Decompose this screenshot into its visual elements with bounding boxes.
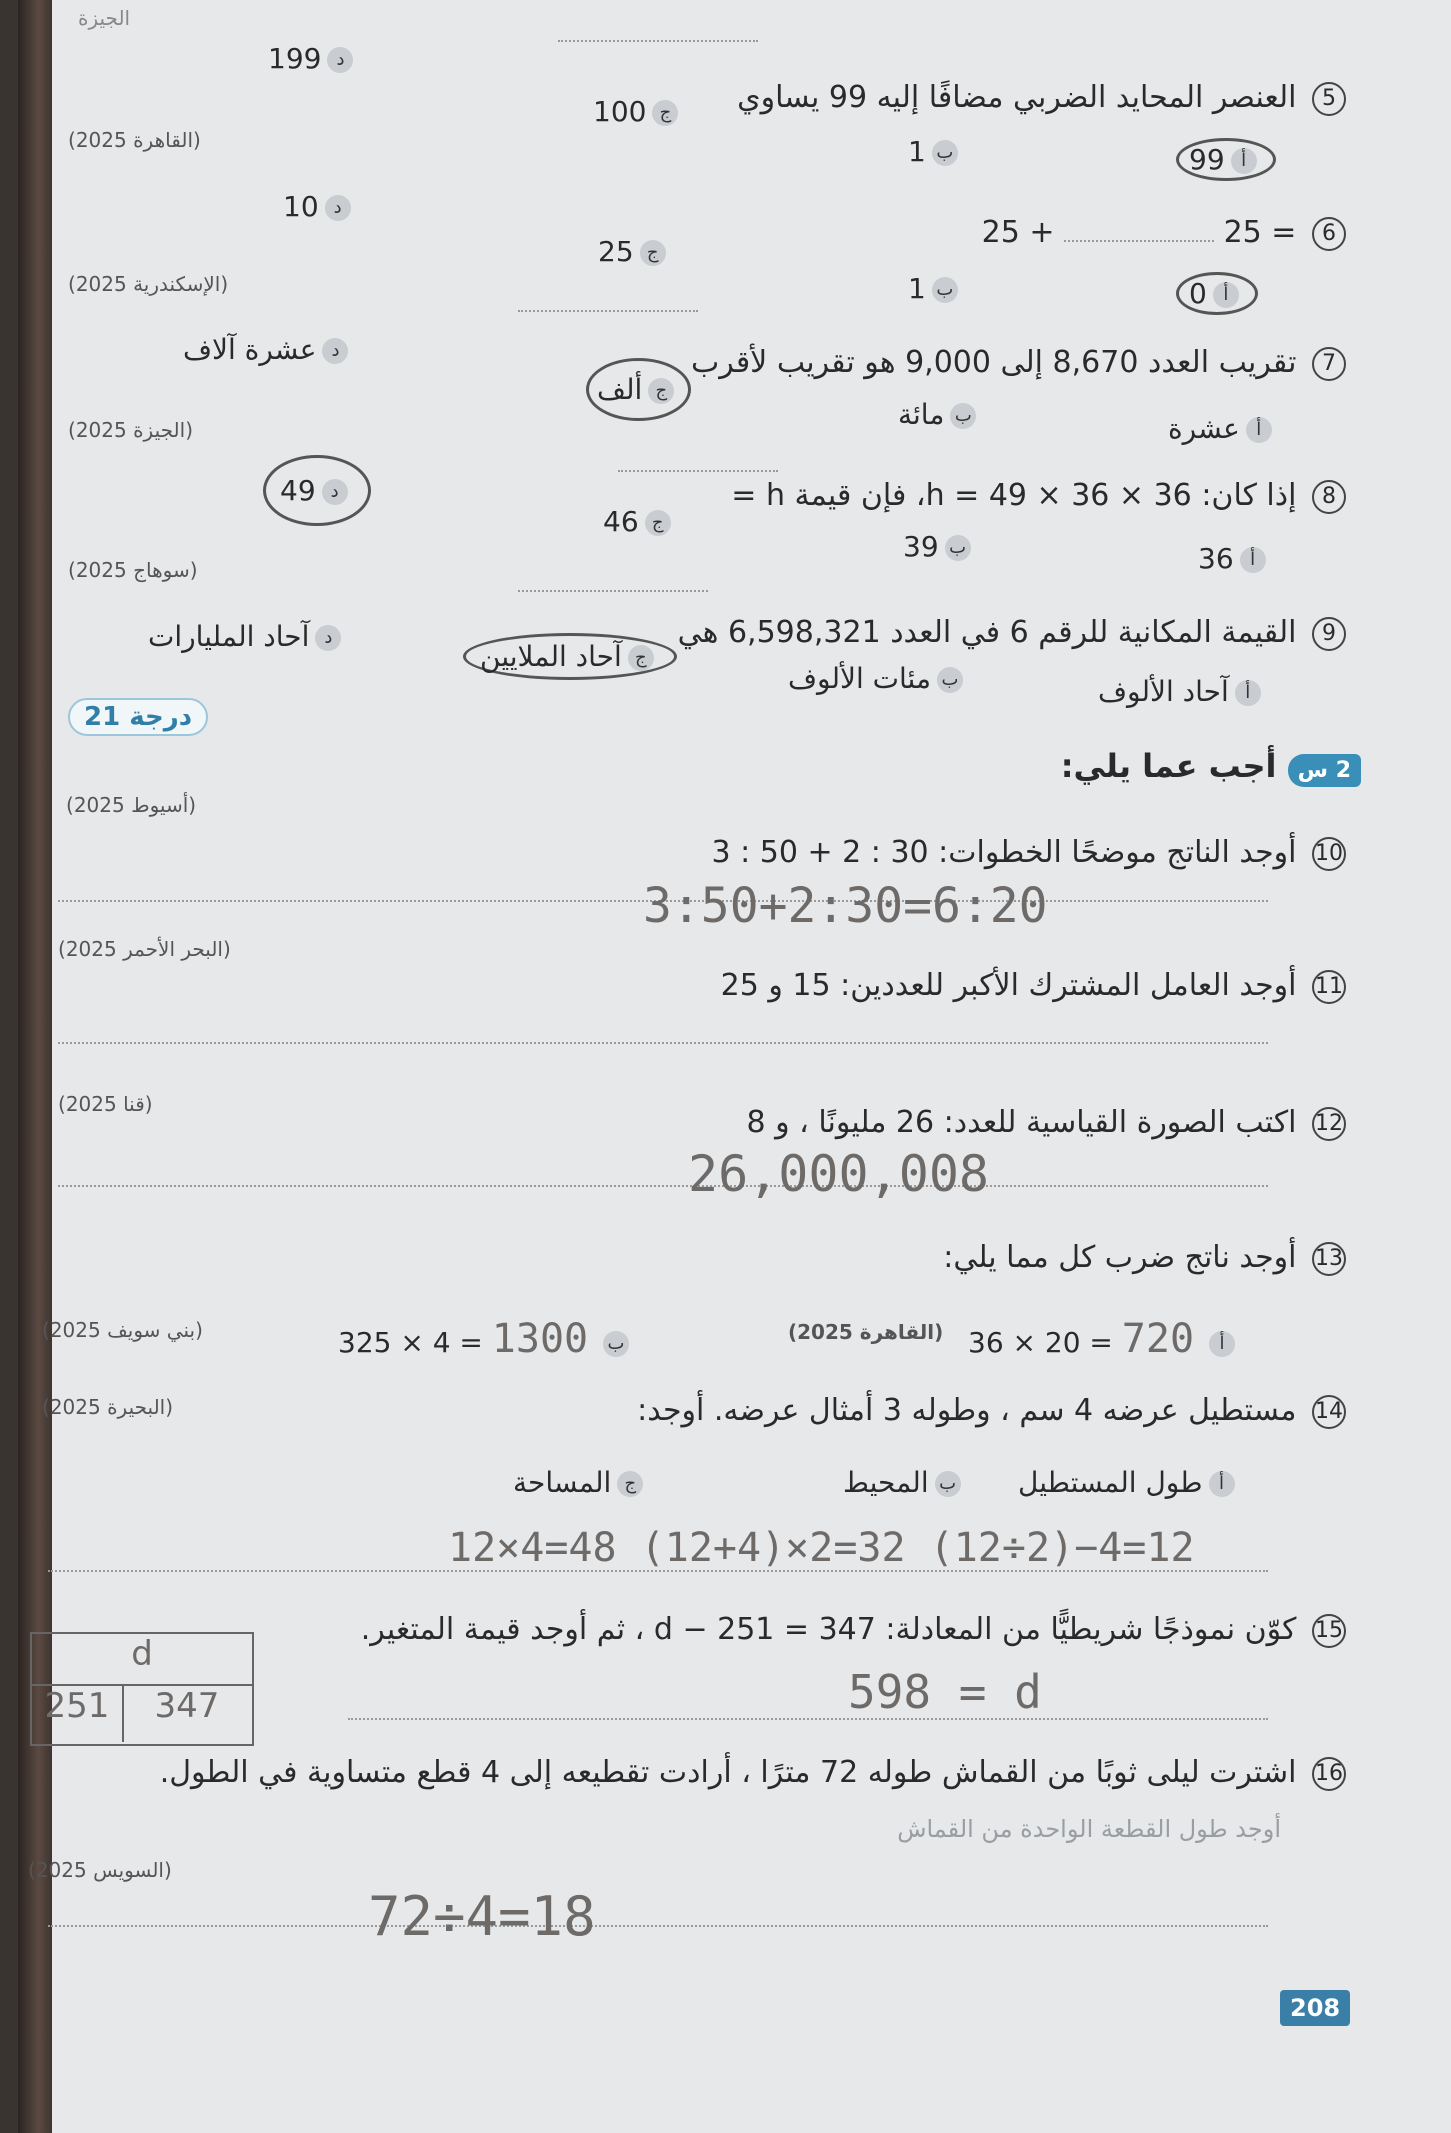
section-heading — [1061, 747, 1361, 785]
handwritten-answer-q15: 598 = d — [848, 1665, 1042, 1719]
question-16-sub: أوجد طول القطعة الواحدة من القماش — [897, 1815, 1281, 1843]
bar-model-left: 251 — [32, 1686, 124, 1742]
answer-line-q7 — [518, 310, 698, 312]
bar-model — [30, 1632, 254, 1746]
question-15: 15 كوّن نموذجًا شريطيًّا من المعادلة: d − 251 = 347 ، ثم أوجد قيمة المتغير. — [361, 1612, 1346, 1648]
answer-line-q8 — [618, 470, 778, 472]
part-b-q13: 325 × 4 = 1300 ب — [338, 1316, 635, 1362]
option-c-q9-circled[interactable]: آحاد الملايين ج — [463, 633, 677, 680]
part-a-q14: طول المستطيل أ — [1018, 1466, 1241, 1499]
source-q14: (البحيرة 2025) — [42, 1395, 174, 1419]
source-q11: (البحر الأحمر 2025) — [58, 937, 231, 961]
handwritten-answer-q14: 12×4=48 (12+4)×2=32 (12÷2)−4=12 — [448, 1525, 1195, 1571]
equation-right: + 25 — [981, 215, 1055, 250]
question-number: 5 — [1312, 82, 1346, 116]
question-5 — [737, 80, 1346, 116]
source-q12: (قنا 2025) — [58, 1092, 153, 1116]
question-16: 16 اشترت ليلى ثوبًا من القماش طوله 72 مترًا ، أرادت تقطيعه إلى 4 قطع متساوية في الطول. — [160, 1755, 1346, 1791]
question-13: 13 أوجد ناتج ضرب كل مما يلي: — [943, 1240, 1346, 1276]
option-d-q5[interactable]: 199 د — [268, 42, 359, 75]
answer-line-q5 — [558, 40, 758, 42]
option-a-q5-circled[interactable]: 99 أ — [1176, 138, 1276, 181]
option-c-q5[interactable]: 100 ج — [593, 95, 684, 128]
option-d-q8-circled[interactable]: 49 د — [263, 455, 371, 526]
question-14: 14 مستطيل عرضه 4 سم ، وطوله 3 أمثال عرضه. أوجد: — [637, 1393, 1346, 1429]
option-b-q8[interactable]: 39 ب — [903, 530, 977, 563]
worksheet-page — [18, 0, 1451, 2133]
handwritten-answer-q10: 3:50+2:30=6:20 — [643, 878, 1048, 934]
question-11: 11 أوجد العامل المشترك الأكبر للعددين: 15 و 25 — [721, 968, 1346, 1004]
question-9: 9 القيمة المكانية للرقم 6 في العدد 6,598,321 هي — [678, 615, 1346, 651]
book-binding — [18, 0, 52, 2133]
source-q7: (الجيزة 2025) — [68, 418, 193, 442]
option-b-q9[interactable]: مئات الألوف ب — [788, 662, 969, 695]
option-a-q9[interactable]: آحاد الألوف أ — [1098, 675, 1267, 708]
section-title: أجب عما يلي: — [1060, 747, 1277, 785]
handwritten-answer-q12: 26,000,008 — [688, 1145, 990, 1203]
question-7: 7 تقريب العدد 8,670 إلى 9,000 هو تقريب لأقرب — [691, 345, 1346, 381]
option-c-q8[interactable]: 46 ج — [603, 505, 677, 538]
option-a-q7[interactable]: عشرة أ — [1168, 412, 1278, 445]
source-q16: (السويس 2025) — [28, 1858, 172, 1882]
option-b-q6[interactable]: 1 ب — [908, 272, 964, 305]
option-c-q6[interactable]: 25 ج — [598, 235, 672, 268]
option-c-q7-circled[interactable]: ألف ج — [586, 358, 691, 421]
question-8: 8 إذا كان: 36 × h = 49 × 36، فإن قيمة h = — [731, 478, 1346, 514]
source-q10: (أسيوط 2025) — [66, 793, 197, 817]
source-q13: (بني سويف 2025) — [42, 1318, 203, 1342]
option-a-q8[interactable]: 36 أ — [1198, 542, 1272, 575]
answer-line — [48, 1925, 1268, 1927]
answer-line — [58, 1042, 1268, 1044]
question-number: 6 — [1312, 217, 1346, 251]
part-c-q14: المساحة ج — [513, 1466, 649, 1499]
bar-model-top: d — [32, 1634, 252, 1686]
option-d-q6[interactable]: 10 د — [283, 190, 357, 223]
answer-line-q9 — [518, 590, 708, 592]
option-b-q7[interactable]: مائة ب — [898, 398, 982, 431]
question-text: العنصر المحايد الضربي مضافًا إليه 99 يساوي — [737, 80, 1297, 115]
faint-header: الجيزة — [78, 6, 131, 30]
answer-line — [348, 1718, 1268, 1720]
option-a-q6-circled[interactable]: 0 أ — [1176, 272, 1258, 315]
equation-left: = 25 — [1223, 215, 1297, 250]
source-q8: (سوهاج 2025) — [68, 558, 198, 582]
part-a-q13: 36 × 20 = 720 أ — [968, 1316, 1241, 1362]
handwritten-answer: 720 — [1121, 1316, 1195, 1362]
part-b-q14: المحيط ب — [843, 1466, 967, 1499]
handwritten-answer: 1300 — [491, 1316, 589, 1362]
option-d-q9[interactable]: آحاد المليارات د — [148, 620, 347, 653]
bar-model-right: 347 — [154, 1686, 220, 1726]
question-12: 12 اكتب الصورة القياسية للعدد: 26 مليونًا ، و 8 — [746, 1105, 1346, 1141]
section-icon: 2 س — [1288, 754, 1361, 787]
option-b-q5[interactable]: 1 ب — [908, 135, 964, 168]
source-q13-a: (القاهرة 2025) — [788, 1320, 944, 1344]
handwritten-answer-q16: 72÷4=18 — [368, 1885, 596, 1948]
question-10: 10 أوجد الناتج موضحًا الخطوات: 30 : 2 + 50 : 3 — [711, 835, 1346, 871]
page-number: 208 — [1280, 1990, 1350, 2026]
question-6 — [982, 215, 1346, 251]
source-q5: (القاهرة 2025) — [68, 128, 201, 152]
blank — [1064, 240, 1214, 242]
score-badge: 21 درجة — [68, 698, 208, 736]
source-q6: (الإسكندرية 2025) — [68, 272, 229, 296]
answer-line — [58, 1185, 1268, 1187]
option-d-q7[interactable]: عشرة آلاف د — [183, 333, 354, 366]
